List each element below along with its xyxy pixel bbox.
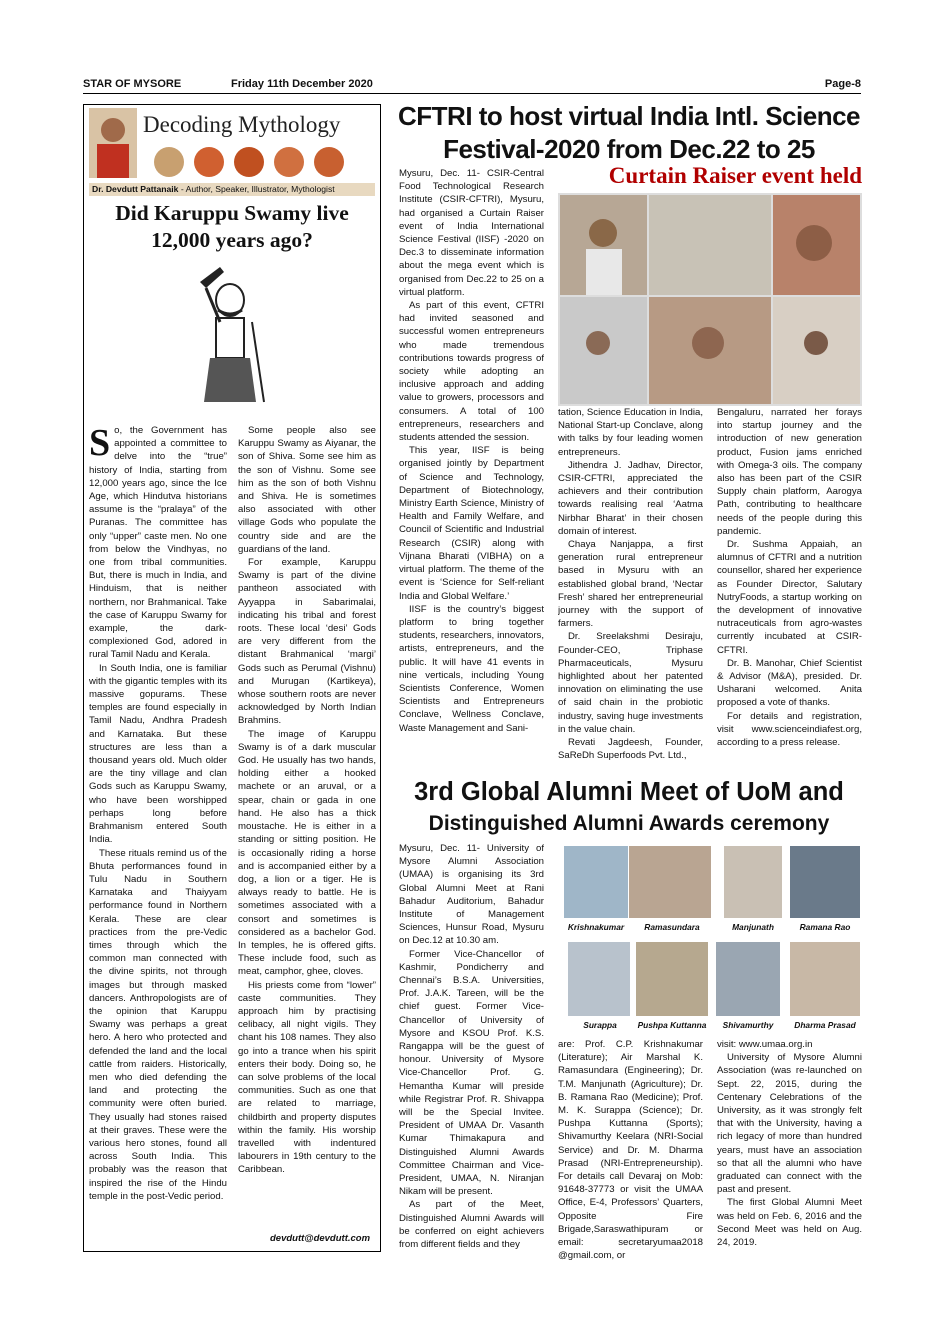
curtain-raiser-photo <box>558 193 862 406</box>
issue-date: Friday 11th December 2020 <box>231 78 373 90</box>
cftri-paragraph: For details and registration, visit www.scienceindiafest.org, according to a press release. <box>717 710 862 749</box>
awardee-photo <box>790 846 860 918</box>
awardee-photo <box>564 846 628 918</box>
cftri-column-2 <box>558 406 703 772</box>
alumni-subhead: Distinguished Alumni Awards ceremony <box>428 812 830 835</box>
alumni-paragraph: Former Vice-Chancellor of Kashmir, Pondicherry and Chennai’s B.S.A. Universities, Prof. J.A.K. Tareen, will be the chief guest. Former Vice-Chancellor of University of Mysore and KSOU Prof. K.S. Rangappa will be the guest of honour. University of Mysore Vice-Chancellor Prof. G. Hemantha Kumar will preside while Registrar Prof. R. Shivappa will be the Special Invitee. President of UMAA Dr. Vasanth Kumar Thimakapura and Distinguished Alumni Awards Committee Chairman and Vice-President, UMAA, N. Niranjan Nikam will be present. <box>399 948 544 1198</box>
mythology-column-2 <box>238 424 376 1234</box>
awardee-photo <box>716 942 780 1016</box>
dropcap: S <box>89 424 111 464</box>
alumni-paragraph: University of Mysore Alumni Association (was re-launched on Sept. 22, 2015, during the Centenary Celebrations of the University, as it was strongly felt that with the University, having a rich legacy of more than hundred years, must have an association so that all the alumni who have graduated can connect with the past and present. <box>717 1052 862 1196</box>
cftri-paragraph: Chaya Nanjappa, a first generation rural entrepreneur based in Mysuru with an established global brand, ‘Nectar Fresh’ shared her entrepreneurial journey with the support of farmers. <box>558 539 703 630</box>
awardee-caption: Krishnakumar <box>567 922 625 932</box>
alumni-headline: 3rd Global Alumni Meet of UoM and <box>414 778 844 806</box>
awardee-caption: Dharma Prasad <box>794 1020 856 1030</box>
cftri-subhead: Curtain Raiser event held <box>608 163 862 188</box>
cftri-column-1 <box>399 167 544 771</box>
awardee-caption: Shivamurthy <box>722 1020 774 1030</box>
alumni-paragraph: Mysuru, Dec. 11- University of Mysore Alumni Association (UMAA) is organising its 3rd Global Alumni Meet at Rani Bahadur Auditorium, Bahadur Institute of Management Sciences, Hunsur Road, Mysuru on Dec.12 at 10.30 am. <box>399 843 544 947</box>
cftri-paragraph: Bengaluru, narrated her forays into startup journey and the introduction of new generation product, Fusion jams enriched with Omega-3 oils. The company also has been part of the CSIR Supply chain platform, Aarogya Path, contributing to healthcare needs of the people during this pandemic. <box>717 407 862 537</box>
cftri-paragraph: Revati Jagdeesh, Founder, SaReDh Superfoods Pvt. Ltd., <box>558 737 703 762</box>
alumni-paragraph: are: Prof. C.P. Krishnakumar (Literature); Air Marshal K. Ramasundara (Engineering); Dr. T.M. Manjunath (Agriculture); Dr. B. Ramana Rao (Medicine); Prof. M. K. Surappa (Science); Dr. Pushpa Kuttanna (Sports); Shivamurthy Keelara (NRI-Social Service) and Dr. M. Dharma Prasad (NRI-Entrepreneurship). For details call Devaraj on Mob: 91648-37773 or visit the UMAA Office, E-4, Professors’ Quarters, Opposite Fire Brigade,Saraswathipuram or email: secretaryumaa2018 @gmail.com, or <box>558 1039 703 1262</box>
awardee-caption: Pushpa Kuttanna <box>637 1020 707 1030</box>
paper-name: STAR OF MYSORE <box>83 78 182 90</box>
masthead <box>83 78 861 94</box>
cftri-paragraph: Dr. Sushma Appaiah, an alumnus of CFTRI and a nutrition counsellor, shared her experience as Founder Director, Salutary NutryFoods, a startup working on the development of innovative nutraceuticals from agro-wastes currently incubated at CSIR-CFTRI. <box>717 539 862 656</box>
alumni-column-2 <box>558 1038 703 1264</box>
awardee-caption: Surappa <box>583 1020 617 1030</box>
awardee-photo <box>724 846 782 918</box>
karuppu-swamy-illustration <box>180 262 280 412</box>
cftri-paragraph: Mysuru, Dec. 11- CSIR-Central Food Technological Research Institute (CSIR-CFTRI), Mysuru, had organised a Curtain Raiser event of India International Science Festival (IISF) -2020 on Dec.3 to disseminate information about the mega event which is organised from Dec.22 to 25 on a virtual platform. <box>399 168 544 298</box>
masthead-rule <box>83 93 861 94</box>
mythology-column-1 <box>89 424 227 1250</box>
awardee-photo <box>629 846 711 918</box>
awardee-photo <box>790 942 860 1016</box>
alumni-column-1 <box>399 842 544 1264</box>
myth-paragraph: For example, Karuppu Swamy is part of the divine pantheon associated with Ayyappa in Sabarimalai, indicating his tribal and forest roots. These local ‘desi’ Gods are very different from the distant Brahmanical ‘margi’ Gods such as Perumal (Vishnu) and Murugan (Kartikeya), whose southern roots are never acknowledged by North Indian Brahmins. <box>238 557 376 727</box>
myth-paragraph: These rituals remind us of the Bhuta performances found in Tulu Nadu in Southern Karnataka and Thaiyyam performance found in Northern Kerala. These are clear practices from the pre-Vedic times through which the common man connected with the divine spirits, not through images but through masked dancers. Anthropologists are of the opinion that Karuppu Swamy was perhaps a great hero. A hero who protected and defended the land and the local cattle from raiders. Historically, men who died defending the land and protecting the community were often buried. They usually had stones raised at their graves. These were the various hero stones, found all across South India. This probably was the reason that inspired the rise of the Hindu temple in the post-Vedic period. <box>89 847 227 1202</box>
alumni-paragraph: visit: www.umaa.org.in <box>717 1039 813 1050</box>
cftri-paragraph: Jithendra J. Jadhav, Director, CSIR-CFTRI, appreciated the achievers and their contribution towards realising real ‘Aatma Nirbhar Bharat’ in their chosen domain of interest. <box>558 459 703 537</box>
author-byline <box>89 183 375 196</box>
awardee-caption: Manjunath <box>732 922 774 932</box>
cftri-paragraph: Dr. B. Manohar, Chief Scientist & Advisor (M&A), presided. Dr. Usharani welcomed. Anita proposed a vote of thanks. <box>717 657 862 709</box>
cftri-column-3 <box>717 406 862 772</box>
myth-paragraph: In South India, one is familiar with the gigantic temples with its massive gopurams. These temples are found especially in Tamil Nadu, Andhra Pradesh and Karnataka. But these structures are less than a thousand years old. Much older are the tiny village and clan Gods such as Karuppu Swamy, who have been worshipped perhaps long before Brahmanism entered South India. <box>89 662 227 846</box>
myth-paragraph: o, the Government has appointed a committee to delve into the “true” history of India, starting from 12,000 years ago, since the Ice Age, which Hindutva historians assume is the “pralaya” of the Puranas. The committee has only “upper” caste men. No one from below the Vindhyas, no one from tribal communities. But, there is much in India, and Hinduism, that is neither northern, nor Brahmanical. Take the case of Karuppu Swamy for example, the dark-complexioned God, adored in rural Tamil Nadu and Kerala. <box>89 425 227 661</box>
cftri-paragraph: tation, Science Education in India, National Start-up Conclave, along with talks by four leading women entrepreneurs. <box>558 407 703 458</box>
awardee-photo <box>568 942 630 1016</box>
cftri-paragraph: As part of this event, CFTRI had invited seasoned and successful women entrepreneurs who made tremendous contributions towards progress of society while adopting an inclusive approach and adding value to growers, processors and consumers. A total of 100 entrepreneurs, researchers and students attended the session. <box>399 300 544 444</box>
author-role: - Author, Speaker, Illustrator, Mythologist <box>178 184 335 194</box>
alumni-column-3 <box>717 1038 862 1264</box>
awardee-caption: Ramana Rao <box>799 922 851 932</box>
mythology-section-title: Decoding Mythology <box>143 112 341 137</box>
alumni-paragraph: As part of the Meet, Distinguished Alumni Awards will be conferred on eight achievers from different fields and they <box>399 1199 544 1251</box>
awardee-photo <box>636 942 708 1016</box>
page-number: Page-8 <box>824 78 861 90</box>
cftri-paragraph: IISF is the country’s biggest platform to bring together students, researchers, innovators, artists, entrepreneurs, and the public. It will have 41 events in nine verticals, including Young Scientists Conference, Women Scientists and Entrepreneurs Conclave, Wellness Conclave, Waste Management and Sani- <box>399 603 544 734</box>
awardee-caption: Ramasundara <box>644 922 700 932</box>
myth-paragraph: His priests come from “lower” caste communities. They approach him by practising celibacy, all night vigils. They chant his 108 names. They also go into a trance when his spirit enters their body. Doing so, he can solve problems of the local communities. Such as one that are related to marriage, childbirth and property disputes within the family. His worship travelled with indentured labourers in 19th century to the Caribbean. <box>238 979 376 1176</box>
author-name: Dr. Devdutt Pattanaik <box>92 184 179 194</box>
mythology-headline: Did Karuppu Swamy live 12,000 years ago? <box>115 201 349 252</box>
myth-paragraph: The image of Karuppu Swamy is of a dark muscular God. He usually has two hands, holding either a hooked machete or an aruval, or a spear, chain or gada in one hand. He also has a thick moustache. He is either in a standing or sitting position. He is occasionally riding a horse and is accompanied either by a dog, a lion or a tiger. He is always ready to battle. He is sometimes associated with a consort and sometimes is considered as a bachelor God. In temples, he is offered gifts. These include food, such as meat, camphor, ghee, cloves. <box>238 728 376 978</box>
cftri-headline: CFTRI to host virtual India Intl. Science Festival-2020 from Dec.22 to 25 <box>398 101 860 164</box>
myth-paragraph: Some people also see Karuppu Swamy as Aiyanar, the son of Shiva. Some see him as the son of Vishnu. Some see him as the son of both Vishnu and Shiva. He is sometimes also associated with other village Gods who populate the country side and are the guardians of the land. <box>238 425 376 555</box>
mythology-header <box>89 108 375 184</box>
cftri-paragraph: Dr. Sreelakshmi Desiraju, Founder-CEO, Triphase Pharmaceuticals, Mysuru highlighted about her patented innovation on eliminating the use of said chain in the probiotic industry, saving huge investments in the value chain. <box>558 631 703 735</box>
cftri-paragraph: This year, IISF is being organised jointly by Department of Science and Technology, Department of Biotechnology, Ministry Earth Science, Ministry of Health and Family Welfare, and Council of Scientific and Industrial Research (CSIR) along with Vijnana Bharati (VIBHA) on a virtual platform. The theme of the event is ‘Science for Self-reliant India and Global Welfare.’ <box>399 445 544 602</box>
author-email: devdutt@devdutt.com <box>270 1233 371 1244</box>
alumni-paragraph: The first Global Alumni Meet was held on Feb. 6, 2016 and the Second Meet was held on Aug. 24, 2019. <box>717 1197 862 1249</box>
